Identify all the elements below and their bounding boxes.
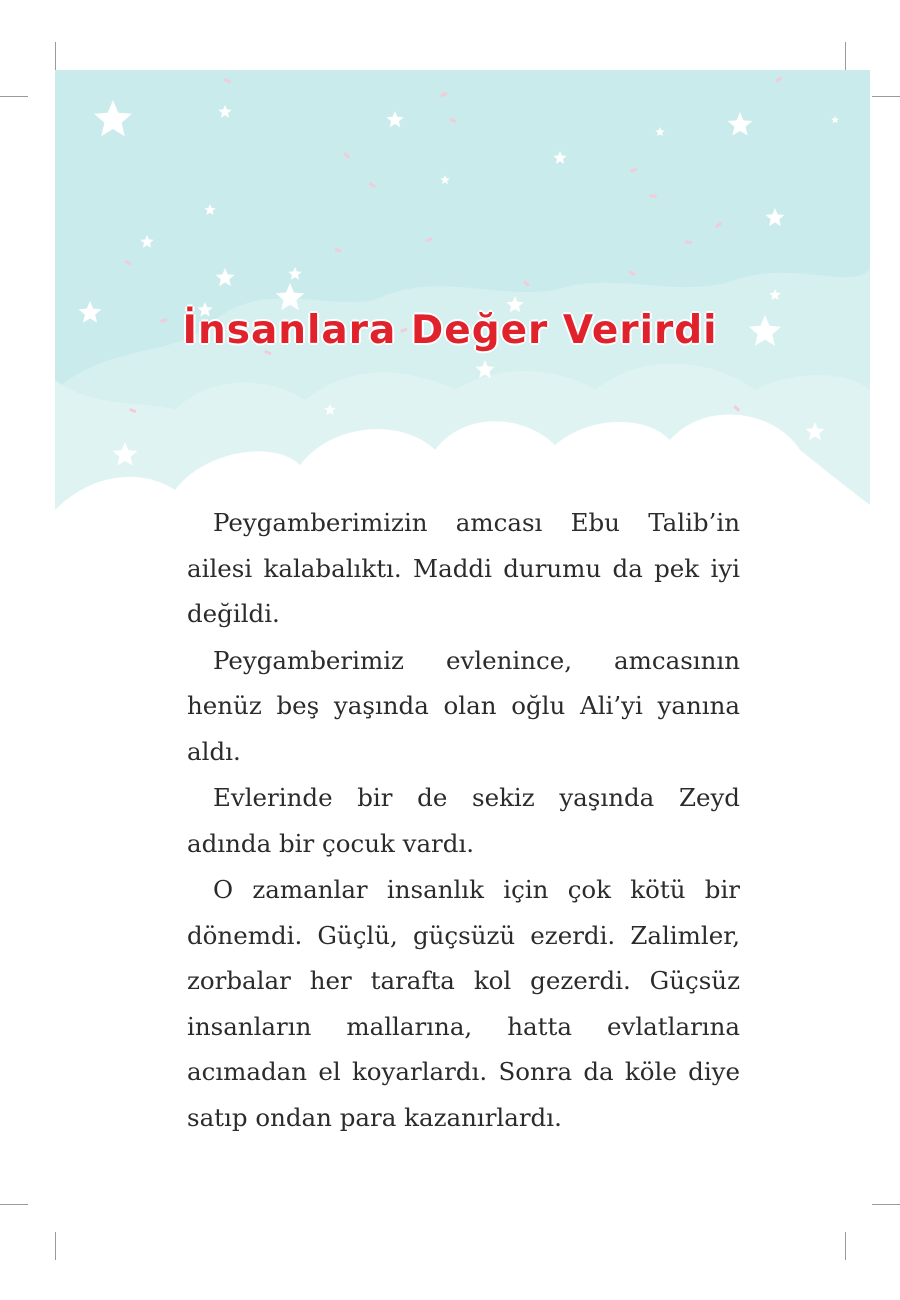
crop-mark-top-right-h [872, 96, 900, 97]
story-text [187, 500, 740, 1141]
crop-mark-bottom-right [845, 1232, 846, 1260]
paragraph-2: Peygamberimiz evlenince, amcasının henüz beş yaşında olan oğlu Ali’yi yanına aldı. [187, 645, 740, 766]
crop-mark-bottom-left [55, 1232, 56, 1260]
crop-mark-bottom-left-h [0, 1204, 28, 1205]
paragraph-3: Evlerinde bir de sekiz yaşında Zeyd adında bir çocuk vardı. [187, 783, 740, 858]
crop-mark-top-right [845, 42, 846, 70]
crop-mark-bottom-right-h [872, 1204, 900, 1205]
page-title: İnsanlara Değer Verirdi [182, 308, 718, 353]
crop-mark-top-left-h [0, 96, 28, 97]
paragraph-4: O zamanlar insanlık için çok kötü bir dönemdi. Güçlü, güçsüzü ezerdi. Zalimler, zorbalar her tarafta kol gezerdi. Güçsüz insanların mallarına, hatta evlatlarına acımadan el koyarlardı. Sonra da köle diye satıp ondan para kazanırlardı. [187, 875, 740, 1132]
paragraph-1: Peygamberimizin amcası Ebu Talib’in ailesi kalabalıktı. Maddi durumu da pek iyi değildi. [187, 508, 740, 628]
crop-mark-top-left [55, 42, 56, 70]
sky-header-illustration [55, 70, 870, 520]
